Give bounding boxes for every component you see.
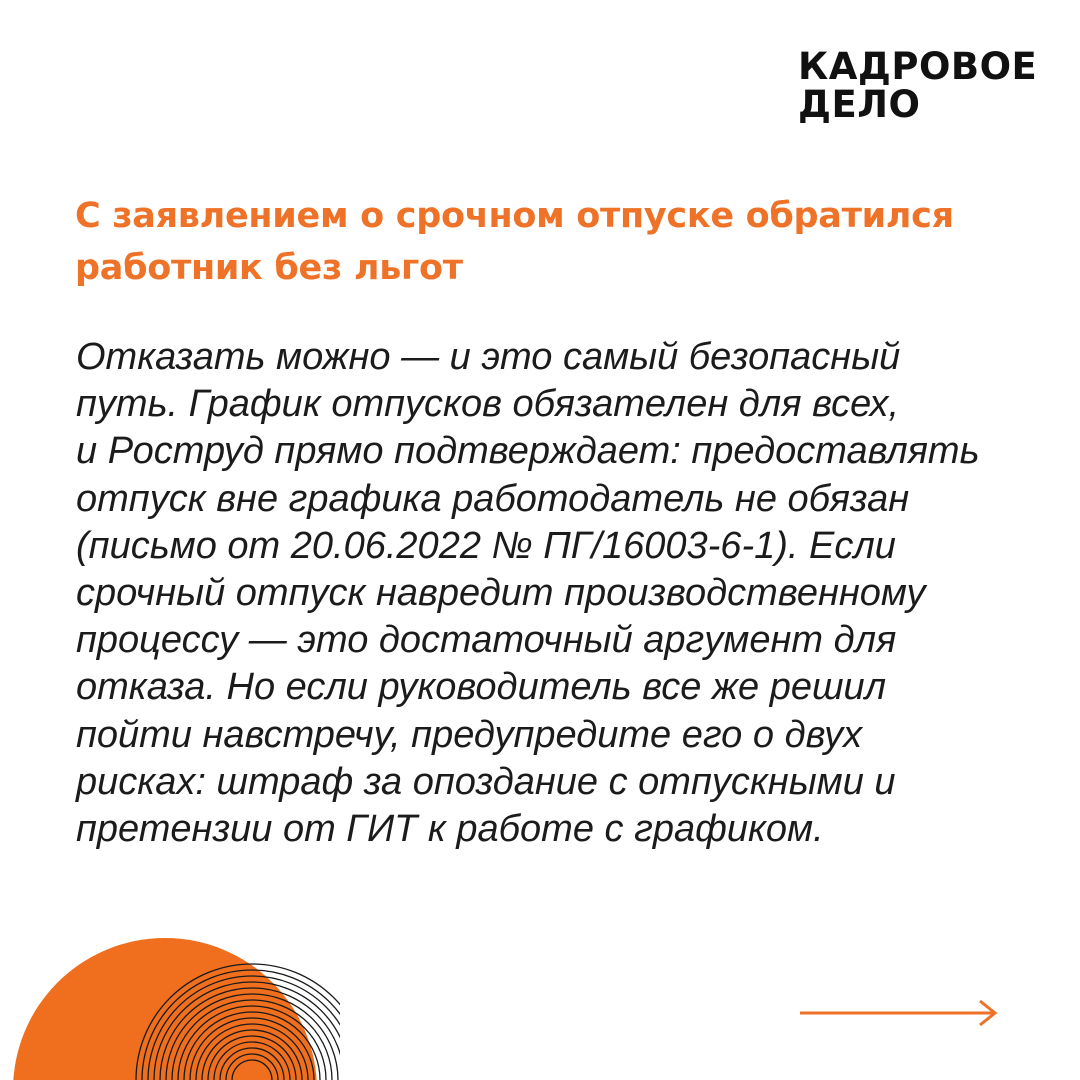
body-line: рисках: штраф за опоздание с отпускными и: [76, 760, 896, 803]
body-line: претензии от ГИТ к работе с графиком.: [76, 808, 824, 851]
title-line: работник без льгот: [75, 248, 463, 288]
page-title: [75, 190, 1065, 294]
body-line: Отказать можно — и это самый безопасный: [76, 336, 901, 378]
body-line: путь. График отпусков обязателен для всех,: [76, 383, 900, 426]
arrow-right-icon[interactable]: [798, 998, 1000, 1028]
logo-line-1: КАДРОВОЕ: [798, 45, 1038, 88]
body-line: процессу — это достаточный аргумент для: [76, 619, 897, 662]
body-line: и Роструд прямо подтверждает: предоставлять: [76, 430, 980, 473]
body-paragraph: [76, 334, 1036, 853]
body-line: пойти навстречу, предупредите его о двух: [76, 713, 863, 756]
body-line: срочный отпуск навредит производственному: [76, 572, 926, 615]
logo-line-2: ДЕЛО: [798, 83, 921, 126]
body-line: (письмо от 20.06.2022 № ПГ/16003-6-1). Если: [76, 524, 896, 567]
decorative-circles: [0, 930, 340, 1080]
brand-logo: [798, 45, 1038, 126]
body-line: отпуск вне графика работодатель не обязан: [76, 477, 910, 520]
title-line: С заявлением о срочном отпуске обратился: [75, 196, 954, 236]
body-line: отказа. Но если руководитель все же решил: [76, 666, 887, 709]
